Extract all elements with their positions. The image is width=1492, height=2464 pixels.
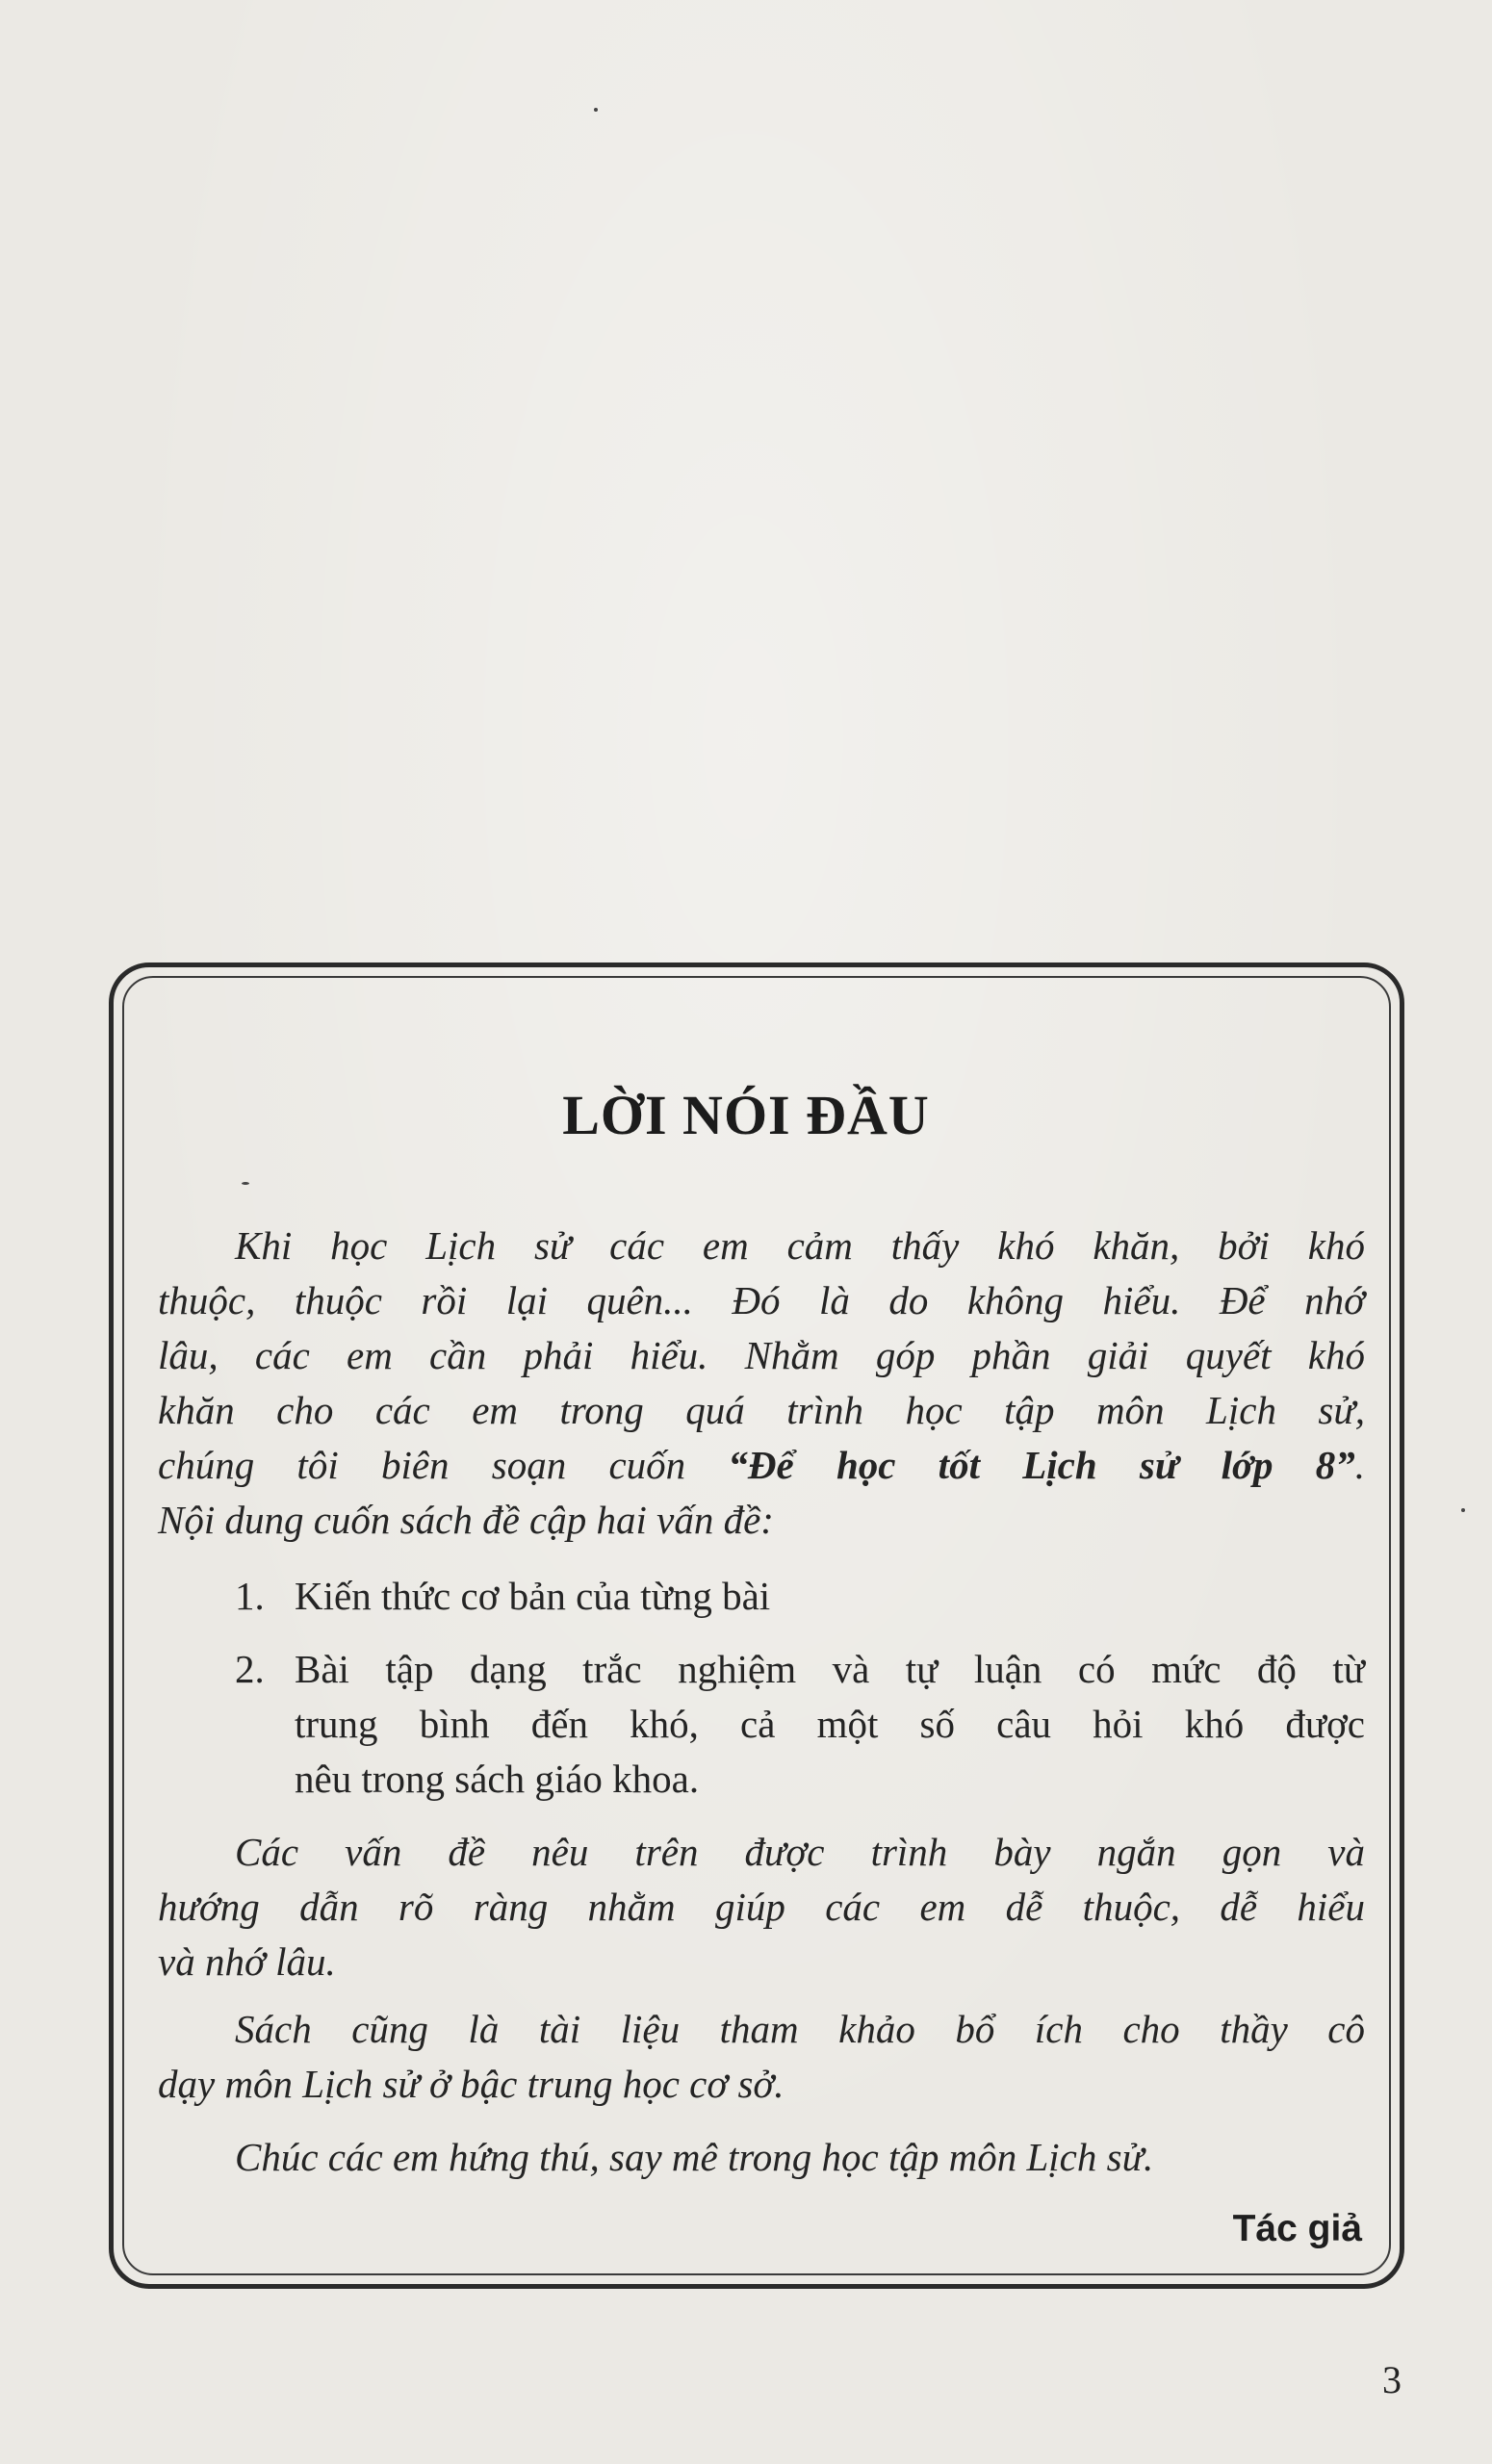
paragraph-line: lâu, các em cần phải hiểu. Nhằm góp phần giải quyết khó	[158, 1333, 1365, 1377]
list-item-text: Bài tập dạng trắc nghiệm và tự luận có mức độ từ	[295, 1647, 1365, 1691]
paragraph-line: Sách cũng là tài liệu tham khảo bổ ích cho thầy cô	[235, 2007, 1365, 2051]
paragraph-text: chúng tôi biên soạn cuốn	[158, 1443, 686, 1487]
print-speck	[1461, 1508, 1465, 1512]
page-number: 3	[1382, 2358, 1402, 2401]
paragraph-line: thuộc, thuộc rồi lại quên... Đó là do không hiểu. Để nhớ	[158, 1278, 1365, 1322]
list-item-text: nêu trong sách giáo khoa.	[295, 1757, 700, 1801]
paragraph-line: Chúc các em hứng thú, say mê trong học tập môn Lịch sử.	[235, 2135, 1154, 2179]
preface-paragraph-3	[158, 2002, 1365, 2112]
list-item	[235, 1569, 1365, 1624]
paragraph-line-with-book-title	[158, 1438, 1365, 1493]
list-item-text: Kiến thức cơ bản của từng bài	[295, 1574, 771, 1618]
list-item	[235, 1642, 1365, 1807]
book-title: “Để học tốt Lịch sử lớp 8”	[728, 1443, 1355, 1487]
paragraph-line: Nội dung cuốn sách đề cập hai vấn đề:	[158, 1498, 774, 1542]
author-signature: Tác giả	[1232, 2208, 1362, 2249]
list-number: 2.	[235, 1647, 265, 1691]
preface-paragraph-4	[158, 2130, 1365, 2185]
preface-title: LỜI NÓI ĐẦU	[562, 1084, 930, 1146]
paragraph-line: hướng dẫn rõ ràng nhằm giúp các em dễ thuộc, dễ hiểu	[158, 1885, 1365, 1929]
list-number: 1.	[235, 1574, 265, 1618]
paragraph-line: Khi học Lịch sử các em cảm thấy khó khăn, bởi khó	[235, 1223, 1365, 1268]
paragraph-text: .	[1354, 1443, 1365, 1487]
preface-paragraph-1	[158, 1219, 1365, 1548]
print-speck	[242, 1182, 249, 1185]
paragraph-line: khăn cho các em trong quá trình học tập môn Lịch sử,	[158, 1388, 1365, 1432]
paragraph-line: Các vấn đề nêu trên được trình bày ngắn gọn và	[235, 1830, 1365, 1874]
print-speck	[594, 108, 598, 112]
paragraph-line: dạy môn Lịch sử ở bậc trung học cơ sở.	[158, 2062, 785, 2106]
list-item-text: trung bình đến khó, cả một số câu hỏi khó được	[295, 1702, 1365, 1746]
paragraph-line: và nhớ lâu.	[158, 1939, 336, 1984]
preface-paragraph-2	[158, 1825, 1365, 1989]
